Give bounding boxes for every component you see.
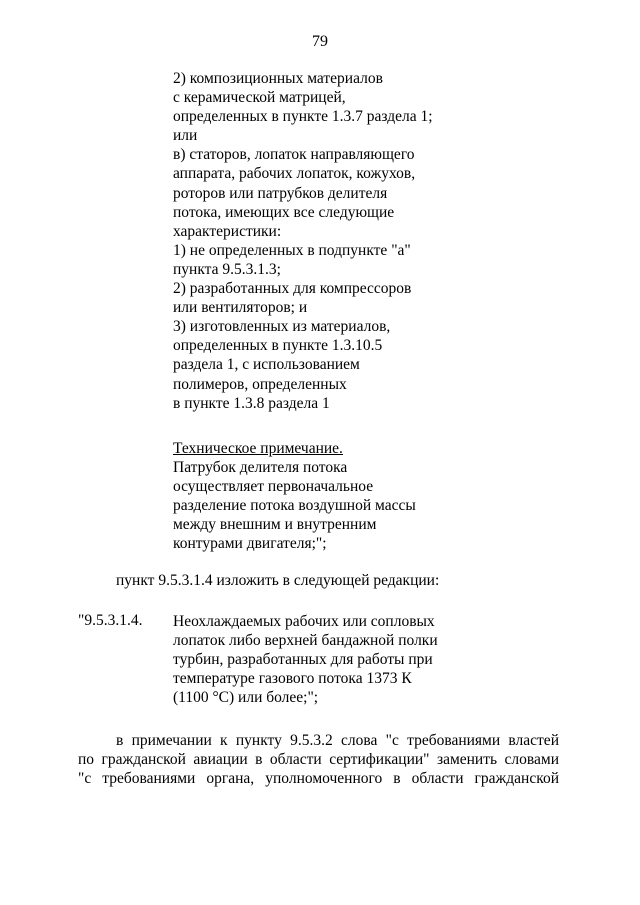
amendment-paragraph [78, 731, 559, 788]
technical-note-line: разделение потока воздушной массы [173, 497, 416, 515]
page-number: 79 [312, 33, 328, 50]
spec-line: 2) разработанных для компрессоров [173, 280, 412, 298]
item-line: Неохлаждаемых рабочих или сопловых [173, 613, 435, 630]
spec-line: пункта 9.5.3.1.3; [173, 260, 281, 278]
item-line: лопаток либо верхней бандажной полки [173, 632, 438, 650]
spec-line: раздела 1, с использованием [173, 356, 360, 374]
technical-note-heading: Техническое примечание. [173, 440, 343, 457]
item-line: турбин, разработанных для работы при [173, 651, 433, 669]
spec-line: в пункте 1.3.8 раздела 1 [173, 394, 330, 412]
technical-note-line: между внешним и внутренним [173, 516, 377, 534]
paragraph-line: "с требованиями органа, уполномоченного в области гражданской [78, 770, 559, 788]
spec-line: в) статоров, лопаток направляющего [173, 146, 415, 164]
item-text [173, 612, 438, 707]
spec-line: характеристики: [173, 222, 282, 240]
paragraph-line: по гражданской авиации в области сертификации" заменить словами [78, 751, 559, 769]
item-number: "9.5.3.1.4. [78, 612, 143, 629]
specification-list [173, 69, 433, 413]
technical-note-line: контурами двигателя;"; [173, 535, 327, 553]
spec-line: 3) изготовленных из материалов, [173, 318, 391, 336]
spec-line: или вентиляторов; и [173, 299, 308, 317]
spec-line: с керамической матрицей, [173, 89, 346, 107]
technical-note-line: Патрубок делителя потока [173, 459, 348, 477]
technical-note [173, 439, 416, 554]
spec-line: 1) не определенных в подпункте "а" [173, 241, 411, 259]
spec-line: аппарата, рабочих лопаток, кожухов, [173, 165, 416, 183]
technical-note-line: осуществляет первоначальное [173, 478, 374, 496]
spec-line: роторов или патрубков делителя [173, 184, 388, 202]
spec-line: 2) композиционных материалов [173, 70, 383, 87]
amendment-intro: пункт 9.5.3.1.4 изложить в следующей редакции: [116, 572, 440, 589]
spec-line: определенных в пункте 1.3.7 раздела 1; [173, 108, 433, 126]
spec-line: потока, имеющих все следующие [173, 203, 395, 221]
item-line: (1100 °C) или более;"; [173, 689, 319, 707]
paragraph-line: в примечании к пункту 9.5.3.2 слова "с требованиями властей [116, 732, 559, 749]
item-line: температуре газового потока 1373 К [173, 670, 412, 688]
spec-line: определенных в пункте 1.3.10.5 [173, 337, 383, 355]
spec-line: или [173, 127, 198, 145]
spec-line: полимеров, определенных [173, 375, 347, 393]
